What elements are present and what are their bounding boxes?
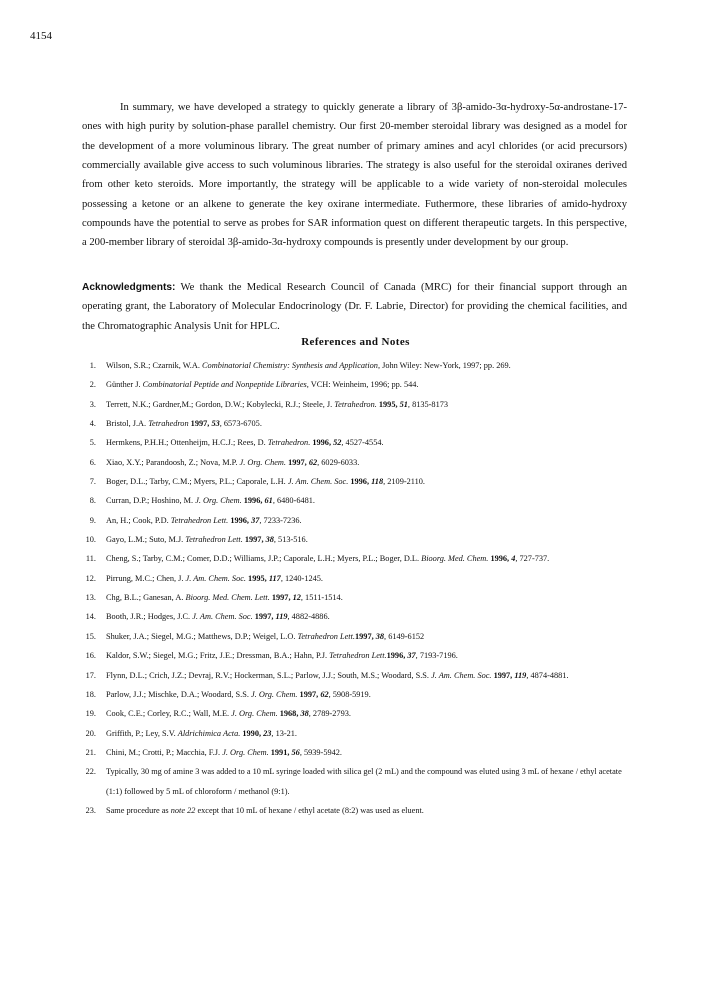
reference-item (82, 666, 627, 685)
reference-authors: Shuker, J.A.; Siegel, M.G.; Matthews, D.P.; Weigel, L.O. (106, 631, 298, 641)
reference-pages: , 7193-7196. (415, 651, 458, 661)
reference-volume: 119 (514, 670, 527, 680)
reference-pages: except that 10 mL of hexane / ethyl acetate (8:2) was used as eluent. (195, 805, 424, 815)
reference-number: 16. (85, 651, 96, 661)
reference-authors: Pirrung, M.C.; Chen, J. (106, 573, 186, 583)
reference-item (82, 588, 627, 607)
reference-year: 1990, (240, 728, 264, 738)
reference-number: 7. (89, 477, 96, 487)
reference-number: 20. (85, 728, 96, 738)
reference-number: 1. (89, 361, 96, 370)
reference-number: 19. (85, 709, 96, 719)
reference-authors: Bristol, J.A. (106, 419, 149, 429)
reference-volume: 117 (268, 573, 281, 583)
reference-volume: 56 (291, 747, 300, 757)
reference-number: 12. (85, 573, 96, 583)
reference-year: 1996, (241, 496, 265, 506)
reference-volume: 51 (399, 399, 408, 409)
reference-pages: , 8135-8173 (407, 399, 449, 409)
reference-source: Tetrahedron Lett. (297, 631, 355, 641)
reference-authors: Chini, M.; Crotti, P.; Macchia, F.J. (106, 747, 223, 757)
reference-number: 5. (89, 438, 96, 448)
reference-number: 8. (89, 496, 96, 506)
reference-volume: 37 (407, 651, 416, 661)
reference-number: 18. (85, 689, 96, 699)
reference-pages: , 13-21. (271, 728, 298, 738)
reference-item (82, 607, 627, 626)
reference-number: 13. (85, 593, 96, 603)
reference-year: 1968, (277, 709, 301, 719)
reference-item (82, 627, 627, 646)
reference-item (82, 801, 627, 820)
reference-authors: Flynn, D.L.; Crich, J.Z.; Devraj, R.V.; Hockerman, S.L.; Parlow, J.J.; South, M.S.; Woodard, S.S. (106, 670, 432, 680)
reference-pages: , 1240-1245. (280, 573, 323, 583)
reference-pages: , 4882-4886. (287, 612, 330, 622)
reference-pages: , John Wiley: New-York, 1997; pp. 269. (377, 361, 511, 370)
reference-item (82, 395, 627, 414)
reference-authors: Xiao, X.Y.; Parandoosh, Z.; Nova, M.P. (106, 457, 240, 467)
reference-year: 1997, (242, 535, 266, 545)
reference-source: J. Org. Chem. (251, 689, 298, 699)
reference-item (82, 375, 627, 394)
reference-year: 1997, (286, 457, 309, 467)
references-list (82, 356, 627, 820)
reference-authors: Parlow, J.J.; Mischke, D.A.; Woodard, S.S. (106, 689, 251, 699)
reference-source: J. Am. Chem. Soc. (185, 573, 246, 583)
reference-volume: 62 (308, 457, 318, 467)
reference-year: 1997, (491, 670, 515, 680)
acknowledgments-heading: Acknowledgments: (82, 282, 176, 293)
reference-item (82, 433, 627, 452)
reference-item (82, 356, 627, 375)
reference-authors: Cheng, S.; Tarby, C.M.; Comer, D.D.; Williams, J.P.; Caporale, L.H.; Myers, P.L.; Boger, D.L. (106, 554, 422, 564)
reference-volume: 23 (263, 728, 272, 738)
reference-authors: Günther J. (106, 380, 143, 390)
reference-item (82, 549, 627, 568)
reference-source: Tetrahedron Lett. (185, 535, 243, 545)
reference-pages: , 2109-2110. (383, 477, 425, 487)
reference-item (82, 569, 627, 588)
references-title: References and Notes (301, 336, 410, 348)
reference-item (82, 646, 627, 665)
reference-year: 1995, (376, 399, 400, 409)
reference-year: 1996, (488, 554, 512, 564)
reference-item (82, 724, 627, 743)
reference-number: 4. (89, 419, 96, 429)
acknowledgments-paragraph (82, 278, 627, 336)
reference-item (82, 453, 627, 472)
reference-item (82, 743, 627, 762)
reference-source: J. Am. Chem. Soc. (192, 612, 253, 622)
reference-number: 23. (85, 805, 96, 815)
reference-authors: Hermkens, P.H.H.; Ottenheijm, H.C.J.; Rees, D. (106, 438, 268, 448)
reference-pages: , 1511-1514. (300, 593, 343, 603)
page-number: 4154 (30, 30, 52, 42)
reference-item (82, 511, 627, 530)
reference-pages: , VCH: Weinheim, 1996; pp. 544. (306, 380, 419, 390)
reference-year: 1997, (188, 419, 212, 429)
reference-authors: Curran, D.P.; Hoshino, M. (106, 496, 196, 506)
reference-source: J. Am. Chem. Soc. (431, 670, 492, 680)
reference-pages: , 727-737. (515, 554, 550, 564)
reference-source: J. Org. Chem. (222, 747, 269, 757)
reference-volume: 62 (320, 689, 329, 699)
reference-pages: , 4527-4554. (341, 438, 384, 448)
reference-number: 17. (85, 670, 96, 680)
reference-source: note 22 (170, 805, 196, 815)
reference-source: Combinatorial Chemistry: Synthesis and Application (202, 361, 378, 370)
reference-source: Tetrahedron. (267, 438, 311, 448)
reference-pages: , 4874-4881. (526, 670, 569, 680)
reference-authors: Cook, C.E.; Corley, R.C.; Wall, M.E. (106, 709, 232, 719)
reference-number: 21. (85, 747, 96, 757)
reference-pages: , 6573-6705. (219, 419, 262, 429)
reference-year: 1995, (245, 573, 269, 583)
reference-number: 9. (89, 515, 96, 525)
reference-year: 1996, (228, 515, 252, 525)
reference-item (82, 530, 627, 549)
reference-source: Combinatorial Peptide and Nonpeptide Libraries (142, 380, 307, 390)
reference-number: 15. (85, 631, 96, 641)
reference-item (82, 472, 627, 491)
reference-year: 1997, (252, 612, 276, 622)
reference-volume: 119 (275, 612, 288, 622)
reference-source: J. Org. Chem. (239, 457, 286, 467)
reference-source: J. Org. Chem. (195, 496, 242, 506)
reference-pages: , 2789-2793. (308, 709, 351, 719)
reference-source: J. Org. Chem. (231, 709, 278, 719)
reference-volume: 37 (251, 515, 260, 525)
reference-number: 6. (89, 457, 96, 467)
reference-volume: 38 (375, 631, 385, 641)
reference-source: Bioorg. Med. Chem. (421, 554, 489, 564)
reference-pages: , 6029-6033. (317, 457, 360, 467)
reference-number: 10. (85, 535, 96, 545)
reference-volume: 61 (264, 496, 273, 506)
reference-number: 22. (85, 767, 96, 777)
reference-number: 2. (89, 380, 96, 390)
reference-source: Aldrichimica Acta. (177, 728, 241, 738)
reference-item (82, 762, 627, 801)
reference-authors: Terrett, N.K.; Gardner,M.; Gordon, D.W.; Kobylecki, R.J.; Steele, J. (106, 399, 335, 409)
reference-source: Tetrahedron. (334, 399, 377, 409)
reference-year: 1991, (268, 747, 292, 757)
reference-pages: , 7233-7236. (259, 515, 302, 525)
reference-volume: 12 (292, 593, 301, 603)
reference-year: 1996, (348, 477, 372, 487)
reference-volume: 53 (211, 419, 220, 429)
reference-number: 14. (85, 612, 96, 622)
reference-source: Tetrahedron (148, 419, 189, 429)
reference-item (82, 491, 627, 510)
reference-item (82, 704, 627, 723)
reference-authors: Wilson, S.R.; Czarnik, W.A. (106, 361, 203, 370)
reference-number: 3. (89, 399, 96, 409)
reference-source: Bioorg. Med. Chem. Lett. (185, 593, 270, 603)
reference-year: 1996, (386, 651, 408, 661)
reference-authors: Booth, J.R.; Hodges, J.C. (106, 612, 193, 622)
acknowledgments-text: We thank the Medical Research Council of Canada (MRC) for their financial support through an operating grant, the Laboratory of Molecular Endocrinology (Dr. F. Labrie, Director) for providing the chemical facilities, and the Chromatographic Analysis Unit for HPLC. (82, 282, 627, 332)
reference-item (82, 685, 627, 704)
reference-year: 1996, (310, 438, 334, 448)
reference-source: J. Am. Chem. Soc. (287, 477, 349, 487)
reference-pages: , 5908-5919. (328, 689, 371, 699)
reference-authors: Kaldor, S.W.; Siegel, M.G.; Fritz, J.E.; Dressman, B.A.; Hahn, P.J. (106, 651, 330, 661)
reference-authors: An, H.; Cook, P.D. (106, 515, 171, 525)
reference-number: 11. (85, 554, 96, 564)
reference-year: 1997, (269, 593, 293, 603)
reference-authors: Boger, D.L.; Tarby, C.M.; Myers, P.L.; Caporale, L.H. (106, 477, 288, 487)
reference-authors: Gayo, L.M.; Suto, M.J. (106, 535, 186, 545)
reference-year: 1997, (297, 689, 321, 699)
reference-source: Tetrahedron Lett. (329, 651, 387, 661)
reference-authors: Chg, B.L.; Ganesan, A. (106, 593, 186, 603)
reference-volume: 38 (300, 709, 309, 719)
reference-pages: , 513-516. (273, 535, 308, 545)
reference-item (82, 414, 627, 433)
reference-volume: 4 (511, 554, 516, 564)
reference-volume: 38 (265, 535, 274, 545)
reference-volume: 118 (371, 477, 384, 487)
reference-year: 1997, (355, 631, 376, 641)
reference-pages: , 6480-6481. (272, 496, 315, 506)
reference-authors: Typically, 30 mg of amine 3 was added to a 10 mL syringe loaded with silica gel (2 mL) and the compound was eluted using 3 mL of hexane / ethyl acetate (1:1) followed by 5 mL of chloroform / methanol (9:1). (106, 767, 622, 796)
reference-source: Tetrahedron Lett. (170, 515, 229, 525)
reference-authors: Same procedure as (106, 805, 171, 815)
reference-authors: Griffith, P.; Ley, S.V. (106, 728, 178, 738)
summary-paragraph: In summary, we have developed a strategy to quickly generate a library of 3β-amido-3α-hydroxy-5α-androstane-17-ones with high purity by solution-phase parallel chemistry. Our first 20-member steroidal library was designed as a model for the development of a more voluminous library. The great number of primary amines and acyl chlorides (or acid precursors) commercially available give access to such voluminous libraries. The strategy is also useful for the steroidal oxiranes derived from other keto steroids. More importantly, the strategy will be applicable to a wide variety of non-steroidal molecules possessing a ketone or an alkene to generate the key oxirane intermediate. Futhermore, these libraries of amido-hydroxy compounds have the potential to serve as probes for SAR information quest on different therapeutic targets. In this perspective, a 200-member library of steroidal 3β-amido-3α-hydroxy compounds is presently under development by our group. (82, 102, 627, 249)
reference-pages: , 5939-5942. (299, 747, 342, 757)
reference-volume: 52 (333, 438, 342, 448)
reference-pages: , 6149-6152 (384, 631, 425, 641)
